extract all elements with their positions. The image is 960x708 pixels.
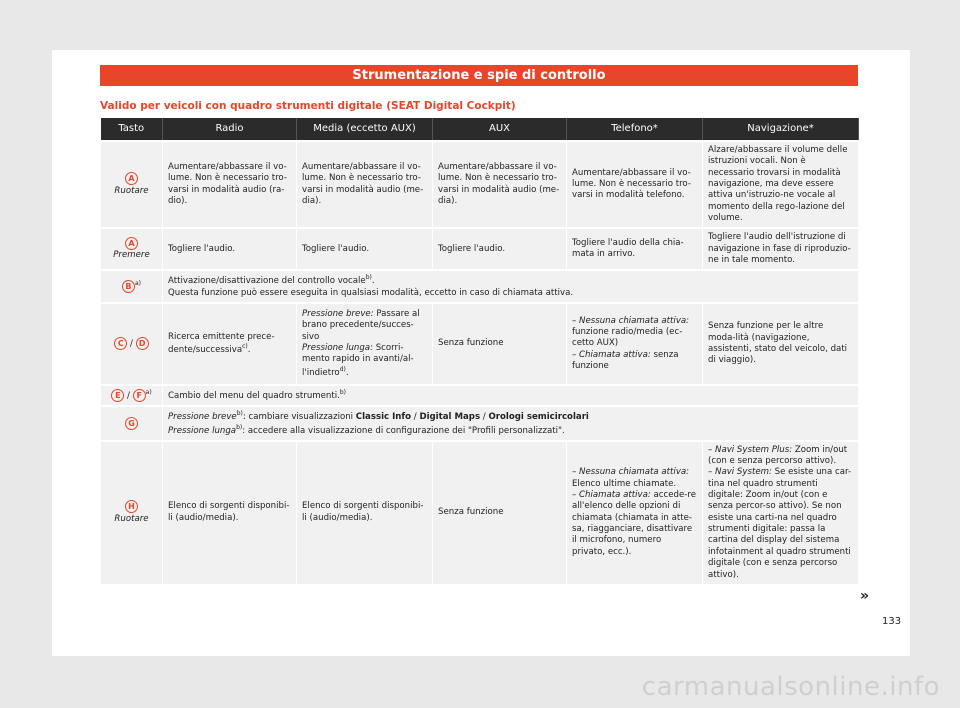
short-press-text: Passare al brano precedente/succes-sivo (302, 309, 420, 342)
cell-aux: Aumentare/abbassare il vo-lume. Non è necessario tro-varsi in modalità audio (me-dia). (433, 141, 567, 228)
cell-aux: Senza funzione (433, 441, 567, 585)
col-header-tasto: Tasto (101, 118, 163, 141)
short-press-label: Pressione breve: (302, 309, 374, 320)
navi-system-label: – Navi System: (708, 467, 772, 478)
table-header-row (101, 118, 859, 141)
key-cell (101, 385, 163, 406)
watermark: carmanualsonline.info (641, 672, 940, 702)
page (52, 50, 910, 656)
no-call-text: funzione radio/media (ec-cetto AUX) (572, 326, 683, 349)
voice-control-note: Questa funzione può essere eseguita in qualsiasi modalità, eccetto in caso di chiamata attiva. (168, 287, 574, 298)
table-subtitle: Valido per veicoli con quadro strumenti digitale (SEAT Digital Cockpit) (100, 100, 516, 112)
cell-nav (703, 441, 859, 585)
key-a-icon: A (125, 237, 138, 250)
footnote-marker: a) (134, 280, 142, 288)
view-digital-maps: Digital Maps (419, 412, 481, 423)
key-action: Premere (113, 250, 150, 261)
view-separator: / (480, 412, 489, 423)
table-row (101, 406, 859, 440)
short-press-label: Pressione breve (168, 412, 237, 423)
long-press-text: Scorri-mento rapido in avanti/al-l'indietro (302, 343, 414, 378)
key-separator: / (127, 390, 130, 401)
col-header-telefono: Telefono* (567, 118, 703, 141)
key-g-icon: G (125, 417, 138, 430)
key-cell (101, 270, 163, 303)
table-row (101, 385, 859, 406)
table-row (101, 441, 859, 585)
cell-radio: Elenco di sorgenti disponibi-li (audio/media). (163, 441, 297, 585)
navi-system-text: Se esiste una car-tina nel quadro strumenti digitale: Zoom in/out (con e senza percor-so attivo). Se non esiste una carti-na nel quadro strumenti digitale: passa la cartina del display del sistema infotainment al quadro strumenti digitale (con e senza percorso attivo). (708, 467, 852, 580)
section-header: Strumentazione e spie di controllo (100, 65, 858, 86)
cell-all-modes: Attivazione/disattivazione del controllo vocale$^{b)}$. Questa funzione può essere eseguita in qualsiasi modalità, eccetto in caso di chiamata attiva. (163, 270, 859, 303)
cell-radio: Togliere l'audio. (163, 228, 297, 270)
col-header-radio: Radio (163, 118, 297, 141)
cell-radio: Aumentare/abbassare il vo-lume. Non è necessario tro-varsi in modalità audio (ra-dio). (163, 141, 297, 228)
col-header-media: Media (eccetto AUX) (297, 118, 433, 141)
radio-text: Ricerca emittente prece-dente/successiva (168, 331, 275, 355)
footnote-marker: b) (236, 410, 243, 418)
view-classic-info: Classic Info (355, 412, 412, 423)
cell-nav: Togliere l'audio dell'istruzione di navigazione in fase di riproduzio-ne in tale momento. (703, 228, 859, 270)
short-press-text: : cambiare visualizzazioni (242, 412, 354, 423)
active-call-label: – Chiamata attiva: (572, 490, 651, 501)
key-cell (101, 406, 163, 440)
key-action: Ruotare (114, 185, 149, 196)
footnote-marker: b) (365, 274, 372, 282)
key-action: Ruotare (114, 513, 149, 524)
no-call-label: – Nessuna chiamata attiva: (572, 315, 690, 326)
key-c-icon: C (114, 337, 127, 350)
key-d-icon: D (136, 337, 149, 350)
key-h-icon: H (125, 500, 138, 513)
key-cell (101, 303, 163, 385)
key-b-icon: B (122, 280, 135, 293)
footnote-marker: a) (145, 389, 152, 397)
view-separator: / (411, 412, 420, 423)
active-call-text: accede-re all'elenco delle opzioni di chiamata (chiamata in atte-sa, riagganciare, disattivare il microfono, numero privato, ecc.). (572, 490, 696, 557)
active-call-label: – Chiamata attiva: (572, 349, 651, 360)
table-row (101, 228, 859, 270)
key-cell (101, 141, 163, 228)
key-a-icon: A (125, 172, 138, 185)
cell-radio: Ricerca emittente prece-dente/successiva$^{c)}$. (163, 303, 297, 385)
controls-table (100, 118, 859, 586)
key-e-icon: E (111, 389, 124, 402)
active-call-text: senza funzione (572, 349, 679, 371)
cell-nav: Senza funzione per le altre moda-lità (navigazione, assistenti, stato del veicolo, dati di viaggio). (703, 303, 859, 385)
key-cell (101, 441, 163, 585)
key-separator: / (130, 339, 133, 350)
cell-phone (567, 303, 703, 385)
view-semicircular-clocks: Orologi semicircolari (488, 412, 589, 423)
long-press-text: : accedere alla visualizzazione di configurazione dei "Profili personalizzati". (242, 425, 565, 436)
cell-phone: Aumentare/abbassare il vo-lume. Non è necessario tro-varsi in modalità telefono. (567, 141, 703, 228)
continued-icon: » (860, 588, 870, 604)
col-header-aux: AUX (433, 118, 567, 141)
no-call-text: Elenco ultime chiamate. (572, 478, 677, 489)
table-row (101, 303, 859, 385)
cell-aux: Senza funzione (433, 303, 567, 385)
footnote-marker: b) (236, 423, 243, 431)
menu-change-text: Cambio del menu del quadro strumenti. (168, 390, 340, 401)
footnote-marker: d) (339, 365, 346, 373)
cell-all-modes (163, 406, 859, 440)
cell-aux: Togliere l'audio. (433, 228, 567, 270)
col-header-navigazione: Navigazione* (703, 118, 859, 141)
key-f-icon: F (133, 389, 146, 402)
cell-phone: Togliere l'audio della chia-mata in arrivo. (567, 228, 703, 270)
table-row (101, 270, 859, 303)
long-press-label: Pressione lunga: (302, 343, 373, 354)
cell-nav: Alzare/abbassare il volume delle istruzioni vocali. Non è necessario trovarsi in modalità navigazione, ma deve essere attiva un'istruzio-ne vocale al momento della rego-lazione del volume. (703, 141, 859, 228)
table-row (101, 141, 859, 228)
voice-control-text: Attivazione/disattivazione del controllo vocale (168, 276, 366, 287)
cell-all-modes (163, 385, 859, 406)
cell-phone (567, 441, 703, 585)
footnote-marker: c) (242, 343, 248, 351)
cell-media: Togliere l'audio. (297, 228, 433, 270)
navi-plus-text: Zoom in/out (con e senza percorso attivo). (708, 444, 848, 467)
cell-media: Aumentare/abbassare il vo-lume. Non è necessario tro-varsi in modalità audio (me-dia). (297, 141, 433, 228)
no-call-label: – Nessuna chiamata attiva: (572, 467, 690, 478)
page-number: 133 (882, 616, 902, 627)
key-cell (101, 228, 163, 270)
cell-media: Pressione breve: Passare al brano precedente/succes-sivo Pressione lunga: Scorri-mento rapido in avanti/al-l'indietro$^{d)}$. (297, 303, 433, 385)
footnote-marker: b) (339, 389, 347, 397)
navi-plus-label: – Navi System Plus: (708, 444, 793, 455)
cell-media: Elenco di sorgenti disponibi-li (audio/media). (297, 441, 433, 585)
long-press-label: Pressione lunga (168, 425, 237, 436)
